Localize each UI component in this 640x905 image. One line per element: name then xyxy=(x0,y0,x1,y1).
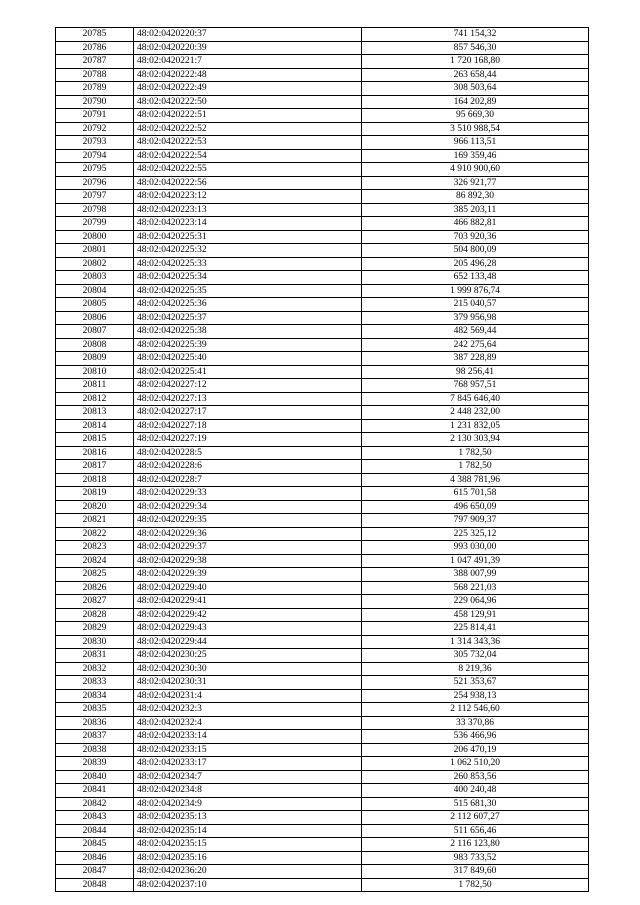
table-row xyxy=(56,338,589,352)
cadastral-number-cell: 48:02:0420229:39 xyxy=(134,568,362,582)
cadastral-number-cell: 48:02:0420222:48 xyxy=(134,68,362,82)
row-number-cell: 20792 xyxy=(56,122,134,136)
cadastral-number-cell: 48:02:0420228:5 xyxy=(134,446,362,460)
row-number-cell: 20785 xyxy=(56,28,134,42)
cadastral-value-cell: 1 720 168,80 xyxy=(362,55,589,69)
cadastral-number-cell: 48:02:0420229:37 xyxy=(134,541,362,555)
table-row xyxy=(56,514,589,528)
table-row xyxy=(56,311,589,325)
row-number-cell: 20840 xyxy=(56,770,134,784)
cadastral-value-cell: 8 219,36 xyxy=(362,662,589,676)
cadastral-number-cell: 48:02:0420227:19 xyxy=(134,433,362,447)
cadastral-value-cell: 326 921,77 xyxy=(362,176,589,190)
table-row xyxy=(56,217,589,231)
table-row xyxy=(56,433,589,447)
cadastral-number-cell: 48:02:0420227:17 xyxy=(134,406,362,420)
row-number-cell: 20806 xyxy=(56,311,134,325)
row-number-cell: 20829 xyxy=(56,622,134,636)
cadastral-number-cell: 48:02:0420233:14 xyxy=(134,730,362,744)
row-number-cell: 20809 xyxy=(56,352,134,366)
table-row xyxy=(56,838,589,852)
row-number-cell: 20790 xyxy=(56,95,134,109)
row-number-cell: 20810 xyxy=(56,365,134,379)
table-row xyxy=(56,797,589,811)
cadastral-number-cell: 48:02:0420235:13 xyxy=(134,811,362,825)
row-number-cell: 20800 xyxy=(56,230,134,244)
table-row xyxy=(56,392,589,406)
cadastral-value-cell: 7 845 646,40 xyxy=(362,392,589,406)
row-number-cell: 20801 xyxy=(56,244,134,258)
table-row xyxy=(56,622,589,636)
row-number-cell: 20832 xyxy=(56,662,134,676)
cadastral-number-cell: 48:02:0420222:50 xyxy=(134,95,362,109)
table-row xyxy=(56,608,589,622)
table-row xyxy=(56,757,589,771)
row-number-cell: 20831 xyxy=(56,649,134,663)
cadastral-number-cell: 48:02:0420229:43 xyxy=(134,622,362,636)
table-row xyxy=(56,689,589,703)
row-number-cell: 20799 xyxy=(56,217,134,231)
table-row xyxy=(56,770,589,784)
cadastral-value-cell: 983 733,52 xyxy=(362,851,589,865)
row-number-cell: 20808 xyxy=(56,338,134,352)
cadastral-value-cell: 496 650,09 xyxy=(362,500,589,514)
table-row xyxy=(56,878,589,892)
cadastral-number-cell: 48:02:0420222:56 xyxy=(134,176,362,190)
table-row xyxy=(56,284,589,298)
row-number-cell: 20836 xyxy=(56,716,134,730)
row-number-cell: 20828 xyxy=(56,608,134,622)
cadastral-number-cell: 48:02:0420225:35 xyxy=(134,284,362,298)
table-row xyxy=(56,527,589,541)
cadastral-value-cell: 1 782,50 xyxy=(362,878,589,892)
cadastral-number-cell: 48:02:0420230:31 xyxy=(134,676,362,690)
cadastral-value-cell: 205 496,28 xyxy=(362,257,589,271)
table-row xyxy=(56,419,589,433)
cadastral-value-cell: 521 353,67 xyxy=(362,676,589,690)
row-number-cell: 20802 xyxy=(56,257,134,271)
row-number-cell: 20821 xyxy=(56,514,134,528)
cadastral-number-cell: 48:02:0420225:31 xyxy=(134,230,362,244)
cadastral-value-cell: 229 064,96 xyxy=(362,595,589,609)
cadastral-number-cell: 48:02:0420229:36 xyxy=(134,527,362,541)
table-row xyxy=(56,703,589,717)
cadastral-number-cell: 48:02:0420225:33 xyxy=(134,257,362,271)
cadastral-number-cell: 48:02:0420233:17 xyxy=(134,757,362,771)
cadastral-number-cell: 48:02:0420227:12 xyxy=(134,379,362,393)
cadastral-number-cell: 48:02:0420222:52 xyxy=(134,122,362,136)
cadastral-value-cell: 169 359,46 xyxy=(362,149,589,163)
cadastral-value-cell: 225 325,12 xyxy=(362,527,589,541)
table-row xyxy=(56,379,589,393)
cadastral-value-cell: 966 113,51 xyxy=(362,136,589,150)
row-number-cell: 20820 xyxy=(56,500,134,514)
table-row xyxy=(56,122,589,136)
table-row xyxy=(56,676,589,690)
cadastral-value-cell: 260 853,56 xyxy=(362,770,589,784)
table-row xyxy=(56,244,589,258)
cadastral-number-cell: 48:02:0420230:25 xyxy=(134,649,362,663)
row-number-cell: 20841 xyxy=(56,784,134,798)
row-number-cell: 20811 xyxy=(56,379,134,393)
row-number-cell: 20817 xyxy=(56,460,134,474)
cadastral-number-cell: 48:02:0420230:30 xyxy=(134,662,362,676)
cadastral-value-cell: 1 231 832,05 xyxy=(362,419,589,433)
row-number-cell: 20826 xyxy=(56,581,134,595)
cadastral-value-cell: 1 782,50 xyxy=(362,446,589,460)
cadastral-value-cell: 242 275,64 xyxy=(362,338,589,352)
cadastral-value-cell: 652 133,48 xyxy=(362,271,589,285)
cadastral-value-cell: 2 112 546,60 xyxy=(362,703,589,717)
table-row xyxy=(56,500,589,514)
row-number-cell: 20788 xyxy=(56,68,134,82)
table-row xyxy=(56,136,589,150)
cadastral-value-cell: 2 130 303,94 xyxy=(362,433,589,447)
cadastral-number-cell: 48:02:0420234:7 xyxy=(134,770,362,784)
cadastral-number-cell: 48:02:0420225:38 xyxy=(134,325,362,339)
cadastral-value-cell: 515 681,30 xyxy=(362,797,589,811)
cadastral-value-cell: 308 503,64 xyxy=(362,82,589,96)
cadastral-number-cell: 48:02:0420232:4 xyxy=(134,716,362,730)
cadastral-value-cell: 993 030,00 xyxy=(362,541,589,555)
cadastral-value-cell: 4 910 900,60 xyxy=(362,163,589,177)
table-row xyxy=(56,406,589,420)
row-number-cell: 20835 xyxy=(56,703,134,717)
cadastral-value-cell: 2 448 232,00 xyxy=(362,406,589,420)
cadastral-value-cell: 2 116 123,80 xyxy=(362,838,589,852)
cadastral-value-cell: 568 221,03 xyxy=(362,581,589,595)
table-row xyxy=(56,743,589,757)
cadastral-number-cell: 48:02:0420229:44 xyxy=(134,635,362,649)
cadastral-value-cell: 254 938,13 xyxy=(362,689,589,703)
cadastral-number-cell: 48:02:0420229:42 xyxy=(134,608,362,622)
cadastral-number-cell: 48:02:0420229:40 xyxy=(134,581,362,595)
cadastral-value-cell: 741 154,32 xyxy=(362,28,589,42)
cadastral-number-cell: 48:02:0420234:9 xyxy=(134,797,362,811)
cadastral-number-cell: 48:02:0420223:12 xyxy=(134,190,362,204)
cadastral-value-cell: 482 569,44 xyxy=(362,325,589,339)
table-row xyxy=(56,190,589,204)
cadastral-value-cell: 1 314 343,36 xyxy=(362,635,589,649)
cadastral-number-cell: 48:02:0420229:35 xyxy=(134,514,362,528)
cadastral-number-cell: 48:02:0420225:40 xyxy=(134,352,362,366)
cadastral-value-cell: 466 882,81 xyxy=(362,217,589,231)
cadastral-number-cell: 48:02:0420232:3 xyxy=(134,703,362,717)
cadastral-number-cell: 48:02:0420222:53 xyxy=(134,136,362,150)
table-row xyxy=(56,149,589,163)
row-number-cell: 20798 xyxy=(56,203,134,217)
cadastral-value-cell: 206 470,19 xyxy=(362,743,589,757)
table-row xyxy=(56,635,589,649)
cadastral-value-cell: 3 510 988,54 xyxy=(362,122,589,136)
row-number-cell: 20814 xyxy=(56,419,134,433)
table-row xyxy=(56,68,589,82)
row-number-cell: 20846 xyxy=(56,851,134,865)
cadastral-number-cell: 48:02:0420235:15 xyxy=(134,838,362,852)
row-number-cell: 20813 xyxy=(56,406,134,420)
table-row xyxy=(56,271,589,285)
table-row xyxy=(56,811,589,825)
cadastral-number-cell: 48:02:0420229:38 xyxy=(134,554,362,568)
cadastral-number-cell: 48:02:0420221:7 xyxy=(134,55,362,69)
cadastral-number-cell: 48:02:0420237:10 xyxy=(134,878,362,892)
table-row xyxy=(56,82,589,96)
row-number-cell: 20824 xyxy=(56,554,134,568)
row-number-cell: 20812 xyxy=(56,392,134,406)
cadastral-number-cell: 48:02:0420223:14 xyxy=(134,217,362,231)
row-number-cell: 20818 xyxy=(56,473,134,487)
cadastral-number-cell: 48:02:0420222:54 xyxy=(134,149,362,163)
cadastral-value-cell: 1 062 510,20 xyxy=(362,757,589,771)
table-row xyxy=(56,163,589,177)
cadastral-value-table xyxy=(55,27,589,892)
table-row xyxy=(56,109,589,123)
cadastral-number-cell: 48:02:0420222:55 xyxy=(134,163,362,177)
row-number-cell: 20845 xyxy=(56,838,134,852)
row-number-cell: 20837 xyxy=(56,730,134,744)
cadastral-value-cell: 4 388 781,96 xyxy=(362,473,589,487)
table-row xyxy=(56,851,589,865)
cadastral-value-cell: 400 240,48 xyxy=(362,784,589,798)
cadastral-value-cell: 379 956,98 xyxy=(362,311,589,325)
table-row xyxy=(56,581,589,595)
cadastral-number-cell: 48:02:0420235:16 xyxy=(134,851,362,865)
cadastral-value-cell: 1 999 876,74 xyxy=(362,284,589,298)
row-number-cell: 20819 xyxy=(56,487,134,501)
cadastral-value-cell: 1 047 491,39 xyxy=(362,554,589,568)
cadastral-number-cell: 48:02:0420225:41 xyxy=(134,365,362,379)
row-number-cell: 20843 xyxy=(56,811,134,825)
row-number-cell: 20815 xyxy=(56,433,134,447)
row-number-cell: 20796 xyxy=(56,176,134,190)
table-row xyxy=(56,730,589,744)
table-row xyxy=(56,55,589,69)
cadastral-number-cell: 48:02:0420228:7 xyxy=(134,473,362,487)
row-number-cell: 20830 xyxy=(56,635,134,649)
table-row xyxy=(56,176,589,190)
row-number-cell: 20847 xyxy=(56,865,134,879)
cadastral-value-cell: 388 007,99 xyxy=(362,568,589,582)
cadastral-value-cell: 95 669,30 xyxy=(362,109,589,123)
cadastral-number-cell: 48:02:0420231:4 xyxy=(134,689,362,703)
row-number-cell: 20805 xyxy=(56,298,134,312)
cadastral-value-cell: 86 892,30 xyxy=(362,190,589,204)
row-number-cell: 20823 xyxy=(56,541,134,555)
row-number-cell: 20794 xyxy=(56,149,134,163)
table-row xyxy=(56,28,589,42)
cadastral-number-cell: 48:02:0420229:41 xyxy=(134,595,362,609)
cadastral-value-cell: 33 370,86 xyxy=(362,716,589,730)
cadastral-number-cell: 48:02:0420234:8 xyxy=(134,784,362,798)
cadastral-number-cell: 48:02:0420225:39 xyxy=(134,338,362,352)
row-number-cell: 20804 xyxy=(56,284,134,298)
cadastral-number-cell: 48:02:0420220:39 xyxy=(134,41,362,55)
row-number-cell: 20816 xyxy=(56,446,134,460)
cadastral-value-cell: 2 112 607,27 xyxy=(362,811,589,825)
cadastral-value-cell: 215 040,57 xyxy=(362,298,589,312)
table-body xyxy=(56,28,589,892)
table-row xyxy=(56,487,589,501)
cadastral-number-cell: 48:02:0420229:34 xyxy=(134,500,362,514)
cadastral-number-cell: 48:02:0420236:20 xyxy=(134,865,362,879)
cadastral-value-cell: 615 701,58 xyxy=(362,487,589,501)
table-row xyxy=(56,568,589,582)
table-row xyxy=(56,865,589,879)
table-row xyxy=(56,41,589,55)
cadastral-number-cell: 48:02:0420223:13 xyxy=(134,203,362,217)
cadastral-value-cell: 317 849,60 xyxy=(362,865,589,879)
row-number-cell: 20822 xyxy=(56,527,134,541)
row-number-cell: 20797 xyxy=(56,190,134,204)
cadastral-number-cell: 48:02:0420222:51 xyxy=(134,109,362,123)
cadastral-number-cell: 48:02:0420225:37 xyxy=(134,311,362,325)
cadastral-number-cell: 48:02:0420235:14 xyxy=(134,824,362,838)
row-number-cell: 20838 xyxy=(56,743,134,757)
cadastral-value-cell: 511 656,46 xyxy=(362,824,589,838)
cadastral-value-cell: 703 920,36 xyxy=(362,230,589,244)
row-number-cell: 20793 xyxy=(56,136,134,150)
table-row xyxy=(56,716,589,730)
cadastral-number-cell: 48:02:0420233:15 xyxy=(134,743,362,757)
table-row xyxy=(56,824,589,838)
cadastral-value-cell: 305 732,04 xyxy=(362,649,589,663)
table-row xyxy=(56,541,589,555)
cadastral-value-cell: 536 466,96 xyxy=(362,730,589,744)
table-row xyxy=(56,95,589,109)
table-row xyxy=(56,460,589,474)
cadastral-number-cell: 48:02:0420228:6 xyxy=(134,460,362,474)
row-number-cell: 20807 xyxy=(56,325,134,339)
cadastral-number-cell: 48:02:0420220:37 xyxy=(134,28,362,42)
table-row xyxy=(56,446,589,460)
row-number-cell: 20825 xyxy=(56,568,134,582)
cadastral-number-cell: 48:02:0420225:34 xyxy=(134,271,362,285)
cadastral-value-cell: 797 909,37 xyxy=(362,514,589,528)
row-number-cell: 20803 xyxy=(56,271,134,285)
row-number-cell: 20791 xyxy=(56,109,134,123)
cadastral-number-cell: 48:02:0420225:36 xyxy=(134,298,362,312)
table-row xyxy=(56,365,589,379)
cadastral-value-cell: 768 957,51 xyxy=(362,379,589,393)
cadastral-value-cell: 504 800,09 xyxy=(362,244,589,258)
row-number-cell: 20786 xyxy=(56,41,134,55)
table-row xyxy=(56,230,589,244)
table-row xyxy=(56,352,589,366)
table-row xyxy=(56,473,589,487)
cadastral-value-cell: 263 658,44 xyxy=(362,68,589,82)
row-number-cell: 20787 xyxy=(56,55,134,69)
table-row xyxy=(56,325,589,339)
table-row xyxy=(56,257,589,271)
cadastral-value-cell: 387 228,89 xyxy=(362,352,589,366)
table-row xyxy=(56,203,589,217)
row-number-cell: 20789 xyxy=(56,82,134,96)
cadastral-value-cell: 1 782,50 xyxy=(362,460,589,474)
row-number-cell: 20848 xyxy=(56,878,134,892)
row-number-cell: 20834 xyxy=(56,689,134,703)
row-number-cell: 20842 xyxy=(56,797,134,811)
table-row xyxy=(56,649,589,663)
row-number-cell: 20795 xyxy=(56,163,134,177)
row-number-cell: 20844 xyxy=(56,824,134,838)
cadastral-value-cell: 98 256,41 xyxy=(362,365,589,379)
cadastral-value-cell: 458 129,91 xyxy=(362,608,589,622)
cadastral-number-cell: 48:02:0420229:33 xyxy=(134,487,362,501)
cadastral-number-cell: 48:02:0420225:32 xyxy=(134,244,362,258)
table-row xyxy=(56,784,589,798)
cadastral-number-cell: 48:02:0420222:49 xyxy=(134,82,362,96)
cadastral-value-cell: 857 546,30 xyxy=(362,41,589,55)
table-row xyxy=(56,595,589,609)
row-number-cell: 20839 xyxy=(56,757,134,771)
table-row xyxy=(56,554,589,568)
cadastral-value-cell: 385 203,11 xyxy=(362,203,589,217)
row-number-cell: 20827 xyxy=(56,595,134,609)
cadastral-value-cell: 164 202,89 xyxy=(362,95,589,109)
cadastral-value-cell: 225 814,41 xyxy=(362,622,589,636)
row-number-cell: 20833 xyxy=(56,676,134,690)
cadastral-number-cell: 48:02:0420227:13 xyxy=(134,392,362,406)
table-row xyxy=(56,298,589,312)
table-row xyxy=(56,662,589,676)
cadastral-number-cell: 48:02:0420227:18 xyxy=(134,419,362,433)
